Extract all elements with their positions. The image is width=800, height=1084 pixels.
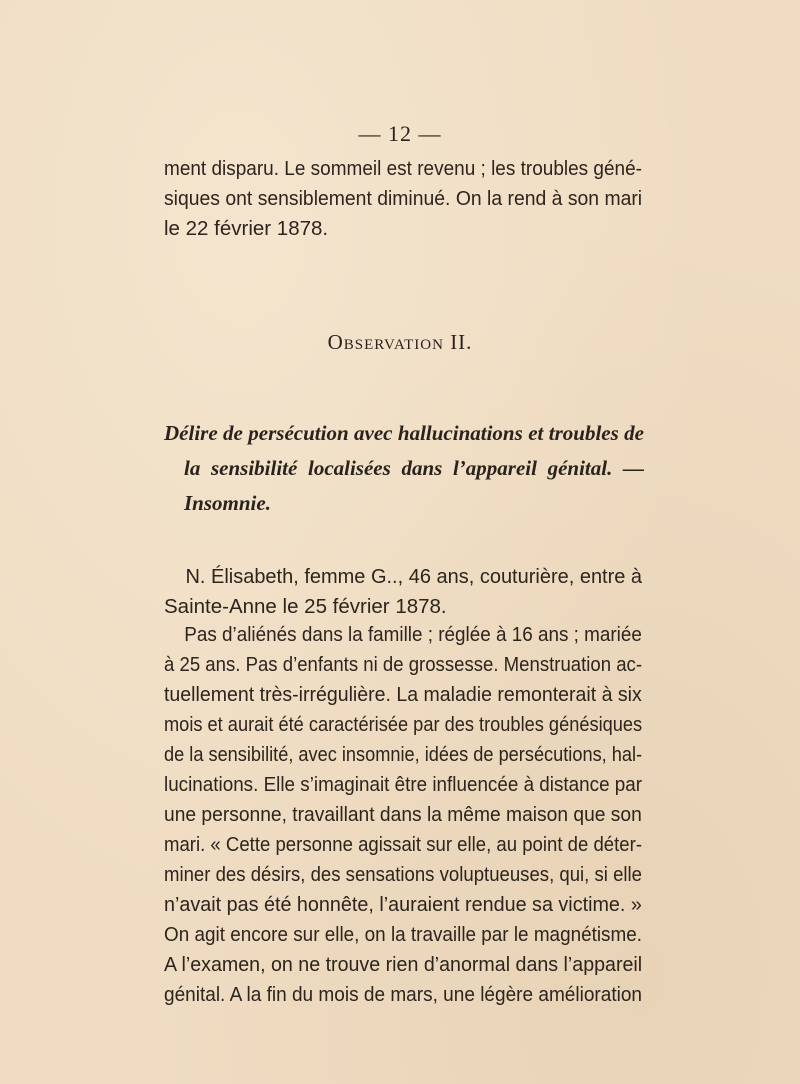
text-line: miner des désirs, des sensations voluptueuses, qui, si elle [164, 863, 642, 886]
text-line: tuellement très-irrégulière. La maladie remonterait à six [164, 683, 642, 706]
section-subtitle [164, 416, 644, 521]
section-heading [0, 330, 800, 355]
subtitle-line: Insomnie. [184, 491, 271, 515]
page-number: — 12 — [358, 121, 442, 146]
subtitle-line: la sensibilité localisées dans l’appareil génital. — [184, 456, 644, 480]
text-line: le 22 février 1878. [164, 217, 329, 240]
text-line: à 25 ans. Pas d’enfants ni de grossesse. Menstruation ac- [164, 653, 643, 676]
text-line: N. Élisabeth, femme G.., 46 ans, couturière, entre à [185, 565, 643, 588]
text-line: mois et aurait été caractérisée par des troubles génésiques [164, 713, 643, 736]
paragraph-continuation [164, 154, 642, 244]
text-line: ment disparu. Le sommeil est revenu ; les troubles géné- [164, 157, 642, 180]
text-line: une personne, travaillant dans la même maison que son [164, 803, 642, 826]
text-line: A l’examen, on ne trouve rien d’anormal dans l’appareil [164, 953, 643, 976]
text-line: Pas d’aliénés dans la famille ; réglée à 16 ans ; mariée [184, 623, 642, 646]
heading-label: Observation [327, 330, 444, 354]
text-line: siques ont sensiblement diminué. On la rend à son mari [164, 187, 643, 210]
paragraph-history [164, 620, 642, 1010]
text-line: lucinations. Elle s’imaginait être influencée à distance par [164, 773, 643, 796]
subtitle-line: Délire de persécution avec hallucinations et troubles de [164, 421, 644, 445]
text-line: Sainte-Anne le 25 février 1878. [164, 595, 447, 618]
heading-numeral: II. [450, 330, 473, 354]
text-line: On agit encore sur elle, on la travaille par le magnétisme. [164, 923, 643, 946]
text-line: génital. A la fin du mois de mars, une légère amélioration [164, 983, 642, 1006]
paragraph-patient-intro [164, 562, 642, 622]
text-line: de la sensibilité, avec insomnie, idées de persécutions, hal- [164, 743, 643, 766]
text-line: n’avait pas été honnête, l’auraient rendue sa victime. » [164, 893, 642, 916]
text-line: mari. « Cette personne agissait sur elle, au point de déter- [164, 833, 643, 856]
